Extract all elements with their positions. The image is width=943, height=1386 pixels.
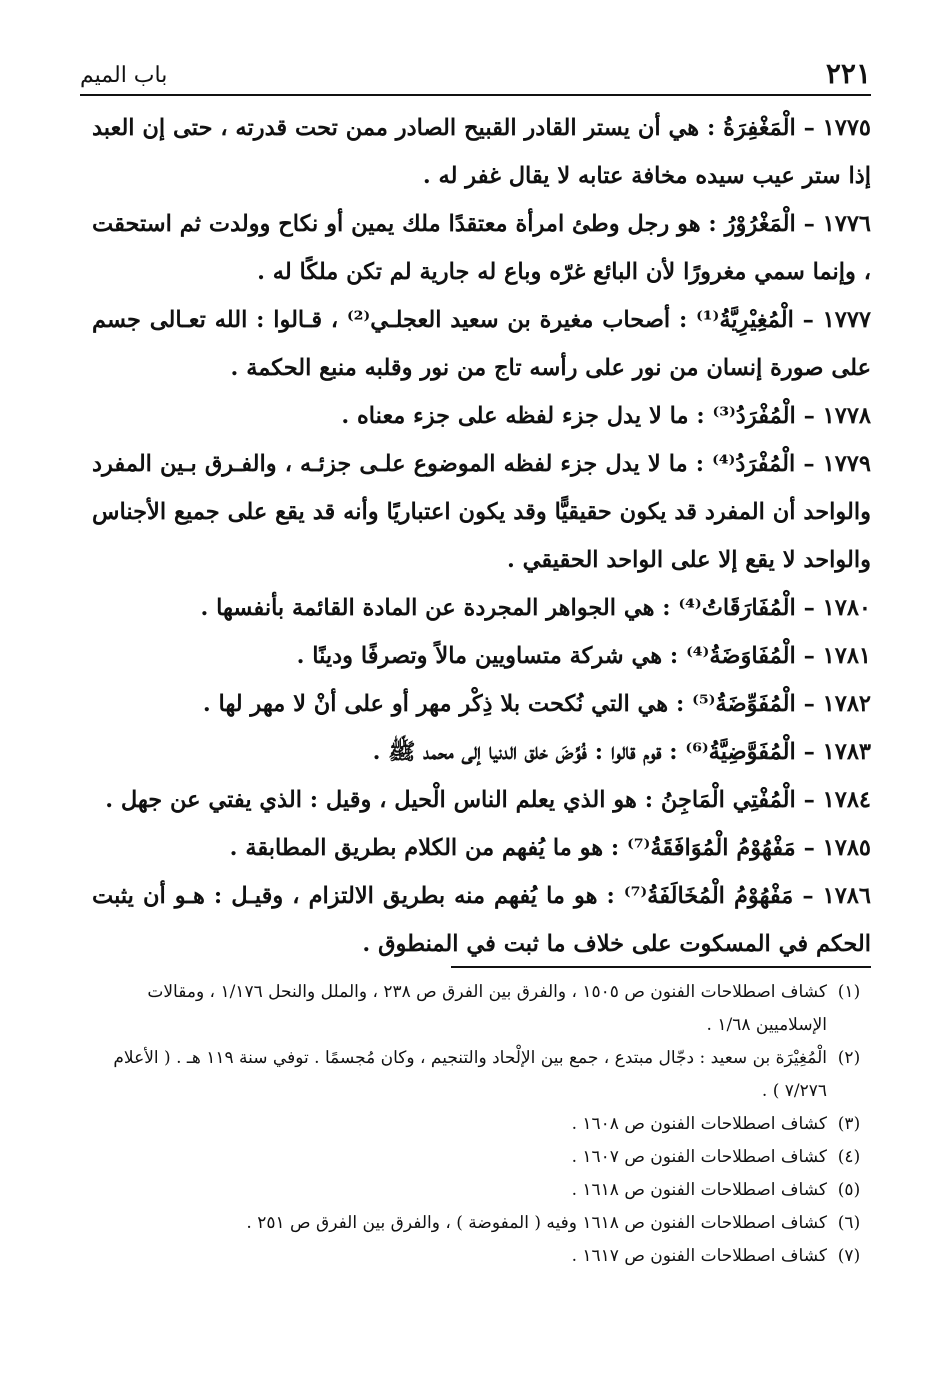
footnote-number: (٦) bbox=[837, 1213, 861, 1233]
entry-1785: ١٧٨٥ – مَفْهُوْمُ الْمُوَافَقَةُ⁽⁷⁾ : هو ما يُفهم من الكلام بطريق المطابقة . bbox=[229, 835, 871, 861]
entry-definition: : هو رجل وطئ امرأة معتقدًا ملك يمين أو نكاح وولدت ثم استحقت ، وإنما سمي مغرورًا لأن البائع غرّه وباع له جارية لم تكن ملكًا له . bbox=[92, 211, 871, 285]
footnote-number: (١) bbox=[837, 982, 861, 1002]
entry-term: الْمُفَاوَضَةُ⁽⁴⁾ bbox=[686, 643, 796, 669]
entry-term: الْمُفَوِّضَةُ⁽⁵⁾ bbox=[692, 691, 796, 717]
main-text bbox=[92, 104, 871, 968]
footnote bbox=[88, 1240, 871, 1273]
entry-1786: ١٧٨٦ – مَفْهُوْمُ الْمُخَالَفَةُ⁽⁷⁾ : هو ما يُفهم منه بطريق الالتزام ، وقيـل : هـو أن يثبت الحكم في المسكوت على خلاف ما ثبت في المنطوق . bbox=[92, 883, 871, 957]
footnote-text: الْمُغِيْرَة بن سعيد : دجّال مبتدع ، جمع بين الإلْحاد والتنجيم ، وكان مُجسمًا . توفي سنة ١١٩ هـ . ( الأعلام ٧/٢٧٦ ) . bbox=[113, 1048, 827, 1101]
footnote-text: كشاف اصطلاحات الفنون ص ١٦١٨ . bbox=[571, 1180, 827, 1200]
footnote-text: كشاف اصطلاحات الفنون ص ١٦٠٨ . bbox=[571, 1114, 827, 1134]
footnote bbox=[88, 1207, 871, 1240]
entry-number: ١٧٧٩ bbox=[822, 451, 871, 477]
entry-1776: ١٧٧٦ – الْمَغْرُوْرُ : هو رجل وطئ امرأة معتقدًا ملك يمين أو نكاح وولدت ثم استحقت ، وإنما سمي مغرورًا لأن البائع غرّه وباع له جارية لم تكن ملكًا له . bbox=[92, 211, 872, 285]
entry-number: ١٧٨٥ bbox=[822, 835, 871, 861]
entry-definition: : قوم قالوا : فُوِّضَ خلق الدنيا إلى محمد ﷺ . bbox=[372, 739, 678, 765]
entry-term: مَفْهُوْمُ الْمُوَافَقَةُ⁽⁷⁾ bbox=[627, 835, 796, 861]
footnote bbox=[88, 1108, 871, 1141]
entry-1783: ١٧٨٣ – الْمُفَوَّضِيَّةُ⁽⁶⁾ : قوم قالوا : فُوِّضَ خلق الدنيا إلى محمد ﷺ . bbox=[372, 739, 871, 765]
footnote bbox=[88, 1174, 871, 1207]
footnote-separator bbox=[451, 966, 871, 968]
entry-term: الْمُغِيْرِيَّةُ⁽¹⁾ bbox=[696, 307, 794, 333]
footnote bbox=[88, 1141, 871, 1174]
entry-number: ١٧٧٥ bbox=[822, 115, 872, 141]
entry-definition: : هي أن يستر القادر القبيح الصادر ممن تحت قدرته ، حتى إن العبد إذا ستر عيب سيده مخافة عتابه لا يقال غفر له . bbox=[92, 115, 871, 189]
footnote-number: (٢) bbox=[837, 1048, 861, 1068]
footnote-text: كشاف اصطلاحات الفنون ص ١٦١٧ . bbox=[571, 1246, 827, 1266]
entry-number: ١٧٨٣ bbox=[822, 739, 871, 765]
entry-term: مَفْهُوْمُ الْمُخَالَفَةُ⁽⁷⁾ bbox=[623, 883, 794, 909]
entry-1781: ١٧٨١ – الْمُفَاوَضَةُ⁽⁴⁾ : هي شركة متساويين مالاً وتصرفًا ودينًا . bbox=[296, 643, 871, 669]
entry-1778: ١٧٧٨ – الْمُفْرَدُ⁽³⁾ : ما لا يدل جزء لفظه على جزء معناه . bbox=[341, 403, 871, 429]
footnote-number: (٣) bbox=[837, 1114, 861, 1134]
entry-number: ١٧٨٠ bbox=[822, 595, 871, 621]
entry-definition: : هو الذي يعلم الناس الْحيل ، وقيل : الذي يفتي عن جهل . bbox=[105, 787, 653, 813]
entry-definition: : ما لا يدل جزء لفظه على جزء معناه . bbox=[341, 403, 705, 429]
entry-1779: ١٧٧٩ – الْمُفْرَدُ⁽⁴⁾ : ما لا يدل جزء لفظه الموضوع علـى جزئـه ، والفـرق بـين المفرد والواحد أن المفرد قد يكون حقيقيًّا وقد يكون اعتباريًا وأنه قد يقع على جميع الأجناس والواحد لا يقع إلا على الواحد الحقيقي . bbox=[92, 451, 871, 573]
footnote-number: (٤) bbox=[837, 1147, 861, 1167]
entry-1780: ١٧٨٠ – الْمُفَارَقَاتُ⁽⁴⁾ : هي الجواهر المجردة عن المادة القائمة بأنفسها . bbox=[200, 595, 871, 621]
section-title: باب الميم bbox=[80, 63, 168, 88]
entry-number: ١٧٨٤ bbox=[822, 787, 871, 813]
entry-1784: ١٧٨٤ – الْمُفْتِي الْمَاجِنُ : هو الذي يعلم الناس الْحيل ، وقيل : الذي يفتي عن جهل . bbox=[105, 787, 871, 813]
entry-1775: ١٧٧٥ – الْمَغْفِرَةُ : هي أن يستر القادر القبيح الصادر ممن تحت قدرته ، حتى إن العبد إذا ستر عيب سيده مخافة عتابه لا يقال غفر له . bbox=[92, 115, 872, 189]
entry-number: ١٧٧٧ bbox=[822, 307, 871, 333]
entry-definition: : ما لا يدل جزء لفظه الموضوع علـى جزئـه ، والفـرق بـين المفرد والواحد أن المفرد قد يكون حقيقيًّا وقد يكون اعتباريًا وأنه قد يقع على جميع الأجناس والواحد لا يقع إلا على الواحد الحقيقي . bbox=[92, 451, 871, 573]
entry-definition: : هي شركة متساويين مالاً وتصرفًا ودينًا . bbox=[296, 643, 679, 669]
entry-number: ١٧٧٦ bbox=[822, 211, 872, 237]
footnote bbox=[88, 976, 871, 1042]
footnote-text: كشاف اصطلاحات الفنون ص ١٦١٨ وفيه ( المفوضة ) ، والفرق بين الفرق ص ٢٥١ . bbox=[246, 1213, 827, 1233]
entry-definition: : هي التي نُكحت بلا ذِكْر مهر أو على أنْ لا مهر لها . bbox=[202, 691, 685, 717]
entry-term: الْمُفَارَقَاتُ⁽⁴⁾ bbox=[678, 595, 796, 621]
entry-term: الْمُفَوَّضِيَّةُ⁽⁶⁾ bbox=[685, 739, 796, 765]
entry-term: الْمُفْرَدُ⁽³⁾ bbox=[712, 403, 796, 429]
entry-definition: : أصحاب مغيرة بن سعيد العجلـي⁽²⁾ ، قـالوا : الله تعـالى جسم على صورة إنسان من نور على رأسه تاج من نور وقلبه منبع الحكمة . bbox=[92, 307, 871, 381]
entry-number: ١٧٧٨ bbox=[822, 403, 871, 429]
entry-term: الْمَغْرُوْرُ bbox=[724, 211, 796, 237]
footnotes bbox=[88, 976, 871, 1273]
entry-term: الْمُفْتِي الْمَاجِنُ bbox=[660, 787, 796, 813]
entry-number: ١٧٨١ bbox=[822, 643, 871, 669]
page-number: ٢٢١ bbox=[825, 57, 871, 90]
footnote-text: كشاف اصطلاحات الفنون ص ١٥٠٥ ، والفرق بين الفرق ص ٢٣٨ ، والملل والنحل ١/١٧٦ ، ومقالات الإسلاميين ١/٦٨ . bbox=[147, 982, 827, 1035]
entry-definition: : هي الجواهر المجردة عن المادة القائمة بأنفسها . bbox=[200, 595, 671, 621]
entry-term: الْمَغْفِرَةُ bbox=[723, 115, 796, 141]
entry-term: الْمُفْرَدُ⁽⁴⁾ bbox=[712, 451, 796, 477]
page-header bbox=[80, 50, 871, 96]
entry-number: ١٧٨٢ bbox=[822, 691, 871, 717]
footnote-text: كشاف اصطلاحات الفنون ص ١٦٠٧ . bbox=[571, 1147, 827, 1167]
entry-definition: : هو ما يُفهم من الكلام بطريق المطابقة . bbox=[229, 835, 620, 861]
footnote-number: (٧) bbox=[837, 1246, 861, 1266]
entry-number: ١٧٨٦ bbox=[822, 883, 871, 909]
entry-1777: ١٧٧٧ – الْمُغِيْرِيَّةُ⁽¹⁾ : أصحاب مغيرة بن سعيد العجلـي⁽²⁾ ، قـالوا : الله تعـالى جسم على صورة إنسان من نور على رأسه تاج من نور وقلبه منبع الحكمة . bbox=[92, 307, 871, 381]
footnote-number: (٥) bbox=[837, 1180, 861, 1200]
footnote bbox=[88, 1042, 871, 1108]
entry-1782: ١٧٨٢ – الْمُفَوِّضَةُ⁽⁵⁾ : هي التي نُكحت بلا ذِكْر مهر أو على أنْ لا مهر لها . bbox=[202, 691, 871, 717]
entry-definition: : هو ما يُفهم منه بطريق الالتزام ، وقيـل : هـو أن يثبت الحكم في المسكوت على خلاف ما ثبت في المنطوق . bbox=[92, 883, 871, 957]
